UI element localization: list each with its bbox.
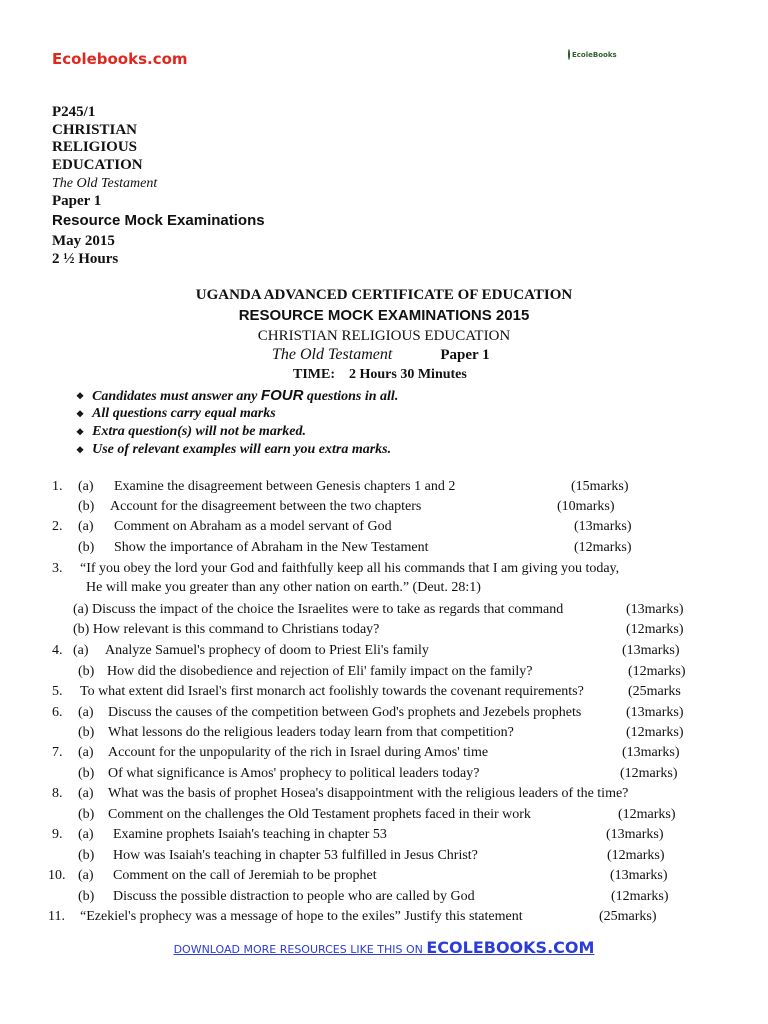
question-text: (b) How relevant is this command to Christians today? — [73, 622, 380, 637]
ecolebooks-logo — [568, 48, 616, 61]
title-line-3: CHRISTIAN RELIGIOUS EDUCATION — [257, 328, 511, 344]
instruction-3-text: Extra question(s) will not be marked. — [92, 424, 306, 439]
question-marks: (13marks) — [622, 643, 680, 658]
title-line-1: UGANDA ADVANCED CERTIFICATE OF EDUCATION — [195, 287, 573, 303]
question-number: 1. — [52, 479, 63, 494]
site-name: Ecolebooks.com — [52, 50, 188, 68]
question-marks: (12marks) — [611, 889, 669, 904]
question-text: Comment on the challenges the Old Testament prophets faced in their work — [108, 807, 531, 822]
question-text: Of what significance is Amos' prophecy to political leaders today? — [108, 766, 480, 781]
title-old-testament: The Old Testament — [272, 346, 393, 363]
question-marks: (25marks — [628, 684, 681, 699]
question-text: Comment on the call of Jeremiah to be prophet — [113, 868, 377, 883]
question-text: Examine the disagreement between Genesis chapters 1 and 2 — [114, 479, 456, 494]
subject-line-2: RELIGIOUS — [52, 139, 138, 155]
question-text: (a) Discuss the impact of the choice the Israelites were to take as regards that command — [73, 602, 564, 617]
question-marks: (10marks) — [557, 499, 615, 514]
question-text: How did the disobedience and rejection of Eli' family impact on the family? — [107, 664, 533, 679]
question-text: Analyze Samuel's prophecy of doom to Priest Eli's family — [105, 643, 429, 658]
footer-site-link[interactable]: ECOLEBOOKS.COM — [426, 938, 595, 957]
question-marks: (13marks) — [626, 602, 684, 617]
question-number: 4. — [52, 643, 63, 658]
subject-line-3: EDUCATION — [52, 157, 143, 173]
question-part-label: (b) — [78, 499, 95, 514]
diamond-bullet-icon: ❖ — [76, 408, 85, 419]
question-marks: (12marks) — [607, 848, 665, 863]
instruction-4-text: Use of relevant examples will earn you extra marks. — [92, 442, 392, 457]
question-marks: (12marks) — [626, 622, 684, 637]
instruction-1-pre: Candidates must answer any — [92, 389, 261, 404]
question-marks: (12marks) — [628, 664, 686, 679]
title-line-2: RESOURCE MOCK EXAMINATIONS 2015 — [238, 307, 530, 324]
question-number: 9. — [52, 827, 63, 842]
question-text: How was Isaiah's teaching in chapter 53 fulfilled in Jesus Christ? — [113, 848, 478, 863]
question-marks: (12marks) — [620, 766, 678, 781]
footer-prefix[interactable]: DOWNLOAD MORE RESOURCES LIKE THIS ON — [173, 943, 427, 956]
footer-download-link[interactable] — [0, 938, 768, 957]
title-time: TIME: 2 Hours 30 Minutes — [293, 367, 467, 382]
question-part-label: (a) — [78, 868, 94, 883]
question-number: 11. — [48, 909, 65, 924]
question-text: “Ezekiel's prophecy was a message of hope to the exiles” Justify this statement — [80, 909, 523, 924]
instruction-4 — [76, 442, 391, 458]
question-marks: (15marks) — [571, 479, 629, 494]
question-number: 3. — [52, 561, 63, 576]
question-number: 10. — [48, 868, 66, 883]
question-number: 7. — [52, 745, 63, 760]
question-marks: (12marks) — [574, 540, 632, 555]
instruction-2 — [76, 406, 276, 422]
exam-name: Resource Mock Examinations — [52, 212, 265, 229]
exam-duration: 2 ½ Hours — [52, 251, 119, 267]
question-number: 8. — [52, 786, 63, 801]
question-text: Account for the disagreement between the two chapters — [110, 499, 422, 514]
question-text: To what extent did Israel's first monarch act foolishly towards the covenant requirements? — [80, 684, 584, 699]
instruction-1 — [76, 387, 398, 405]
title-paper: Paper 1 — [440, 347, 490, 363]
question-number: 2. — [52, 519, 63, 534]
question-text: Account for the unpopularity of the rich in Israel during Amos' time — [108, 745, 489, 760]
question-part-label: (b) — [78, 540, 95, 555]
quote-line-2: He will make you greater than any other nation on earth.” (Deut. 28:1) — [86, 580, 481, 595]
title-ot-row — [272, 346, 490, 364]
instruction-2-text: All questions carry equal marks — [92, 406, 276, 421]
question-part-label: (a) — [78, 745, 94, 760]
question-part-label: (a) — [78, 479, 94, 494]
question-marks: (12marks) — [618, 807, 676, 822]
question-text: Discuss the causes of the competition between God's prophets and Jezebels prophets — [108, 705, 582, 720]
question-part-label: (a) — [78, 519, 94, 534]
question-marks: (13marks) — [610, 868, 668, 883]
question-part-label: (a) — [78, 827, 94, 842]
question-text: What lessons do the religious leaders today learn from that competition? — [108, 725, 514, 740]
question-part-label: (a) — [73, 643, 89, 658]
instruction-3 — [76, 424, 306, 440]
instruction-1-four: FOUR — [260, 387, 304, 404]
exam-date: May 2015 — [52, 233, 115, 249]
paper-code: P245/1 — [52, 104, 96, 120]
question-text: Discuss the possible distraction to people who are called by God — [113, 889, 475, 904]
question-text: Examine prophets Isaiah's teaching in chapter 53 — [113, 827, 387, 842]
question-marks: (12marks) — [626, 725, 684, 740]
subject-line-1: CHRISTIAN — [52, 122, 138, 138]
question-marks: (13marks) — [574, 519, 632, 534]
quote-line-1: “If you obey the lord your God and faithfully keep all his commands that I am giving you today, — [80, 561, 620, 576]
question-text: Show the importance of Abraham in the New Testament — [114, 540, 429, 555]
question-marks: (13marks) — [622, 745, 680, 760]
paper-subtitle: The Old Testament — [52, 176, 158, 191]
question-part-label: (b) — [78, 889, 95, 904]
question-part-label: (b) — [78, 766, 95, 781]
question-part-label: (b) — [78, 807, 95, 822]
question-marks: (13marks) — [606, 827, 664, 842]
question-number: 5. — [52, 684, 63, 699]
question-text: What was the basis of prophet Hosea's disappointment with the religious leaders of the time? — [108, 786, 629, 801]
paper-number: Paper 1 — [52, 193, 102, 209]
question-part-label: (b) — [78, 848, 95, 863]
question-part-label: (b) — [78, 664, 95, 679]
question-part-label: (a) — [78, 786, 94, 801]
diamond-bullet-icon: ❖ — [76, 426, 85, 437]
globe-icon — [568, 49, 570, 60]
question-part-label: (a) — [78, 705, 94, 720]
question-marks: (13marks) — [626, 705, 684, 720]
question-marks: (25marks) — [599, 909, 657, 924]
question-part-label: (b) — [78, 725, 95, 740]
question-text: Comment on Abraham as a model servant of God — [114, 519, 392, 534]
diamond-bullet-icon: ❖ — [76, 390, 85, 401]
question-number: 6. — [52, 705, 63, 720]
diamond-bullet-icon: ❖ — [76, 444, 85, 455]
instruction-1-post: questions in all. — [303, 389, 399, 404]
logo-text: EcoleBooks — [572, 50, 617, 59]
